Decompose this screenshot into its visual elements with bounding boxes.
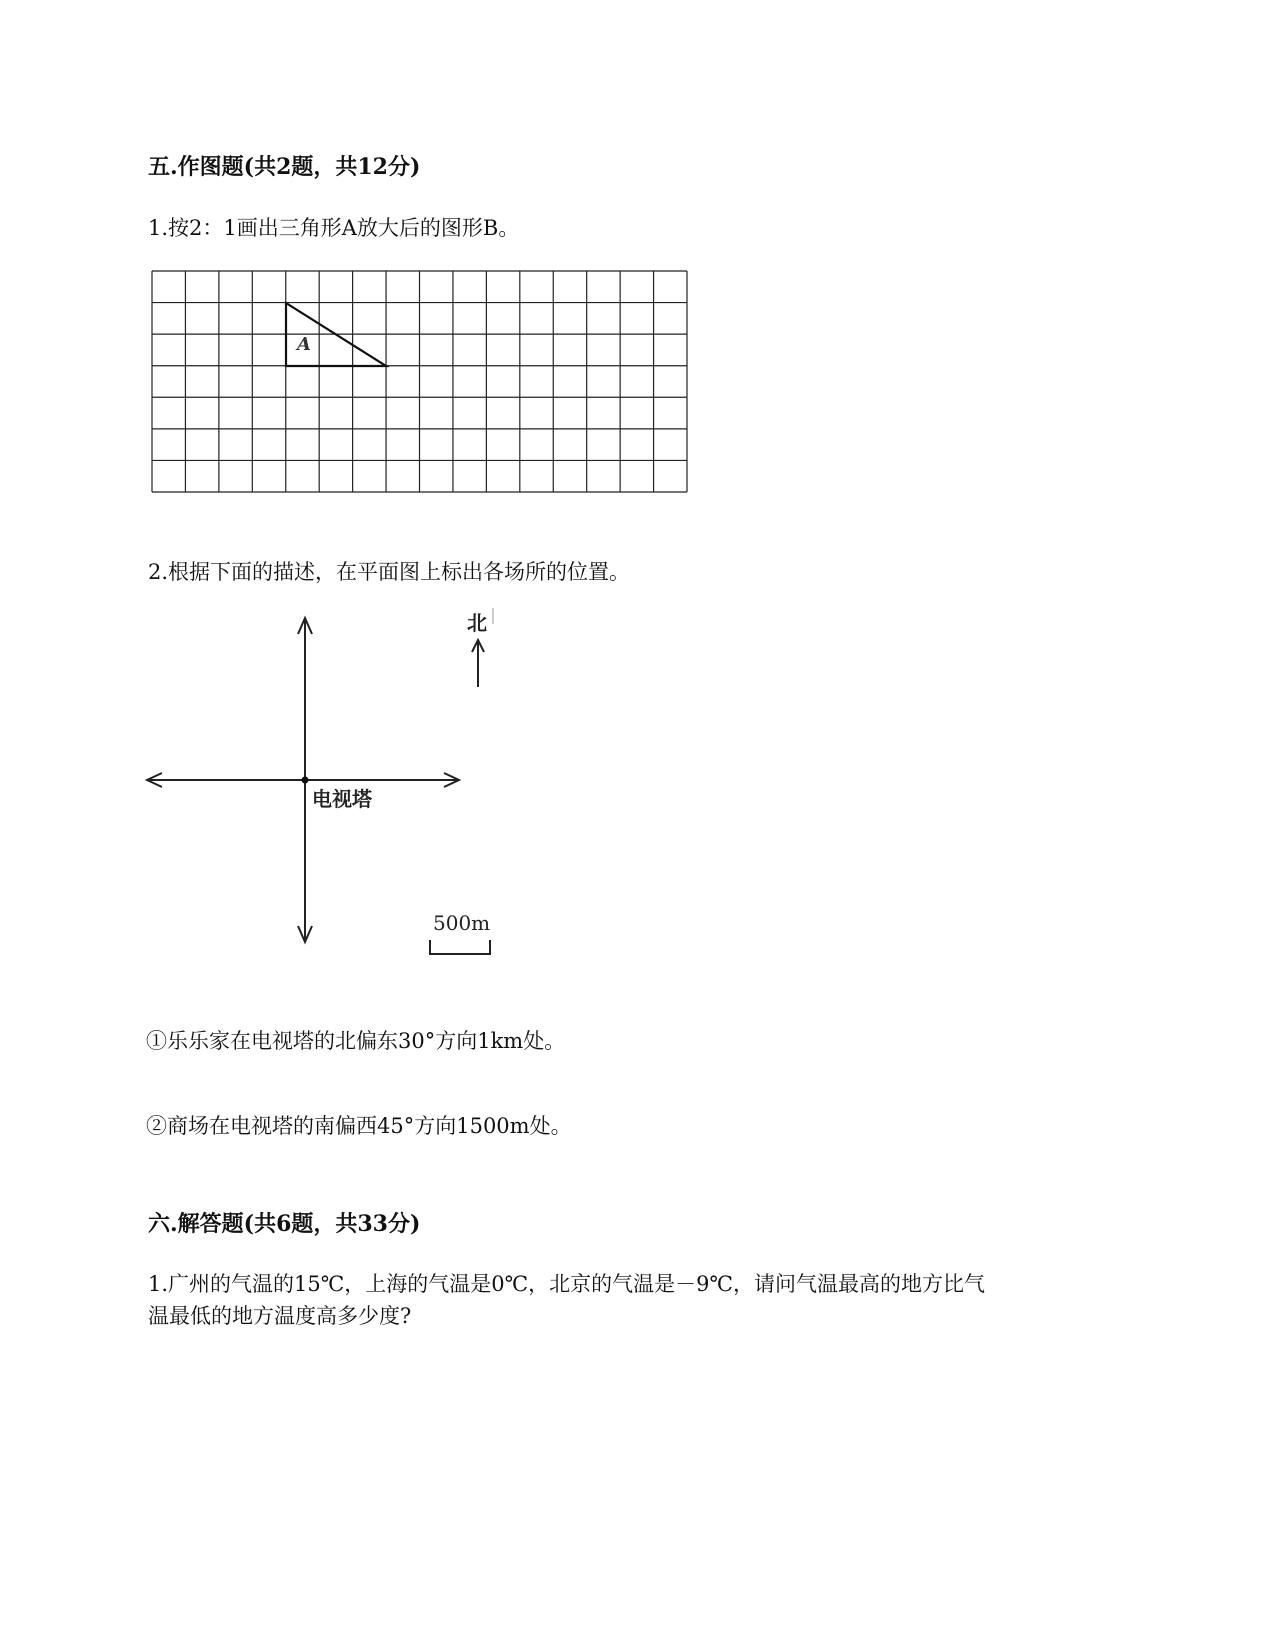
question-2-text: 2.根据下面的描述，在平面图上标出各场所的位置。 [148, 560, 631, 584]
section5-title: 五.作图题(共2题，共12分) [148, 154, 421, 180]
question-2-item-1: ①乐乐家在电视塔的北偏东30°方向1km处。 [146, 1029, 566, 1053]
location-diagram [140, 600, 520, 970]
question-1-text: 1.按2：1画出三角形A放大后的图形B。 [148, 216, 520, 240]
grid-lines [152, 271, 687, 492]
center-point [302, 777, 309, 784]
section6-question-1-line2: 温最低的地方温度高多少度? [148, 1304, 412, 1328]
north-label: 北 [467, 611, 487, 635]
center-label: 电视塔 [312, 787, 372, 811]
section6-question-1-line1: 1.广州的气温的15℃，上海的气温是0℃，北京的气温是－9℃，请问气温最高的地方比气 [148, 1272, 985, 1296]
section6-title: 六.解答题(共6题，共33分) [148, 1211, 421, 1237]
grid-figure [150, 270, 720, 510]
question-2-item-2: ②商场在电视塔的南偏西45°方向1500m处。 [146, 1114, 572, 1138]
scale-bar [430, 940, 490, 954]
triangle-label: A [297, 334, 311, 355]
scale-label: 500m [433, 911, 491, 935]
